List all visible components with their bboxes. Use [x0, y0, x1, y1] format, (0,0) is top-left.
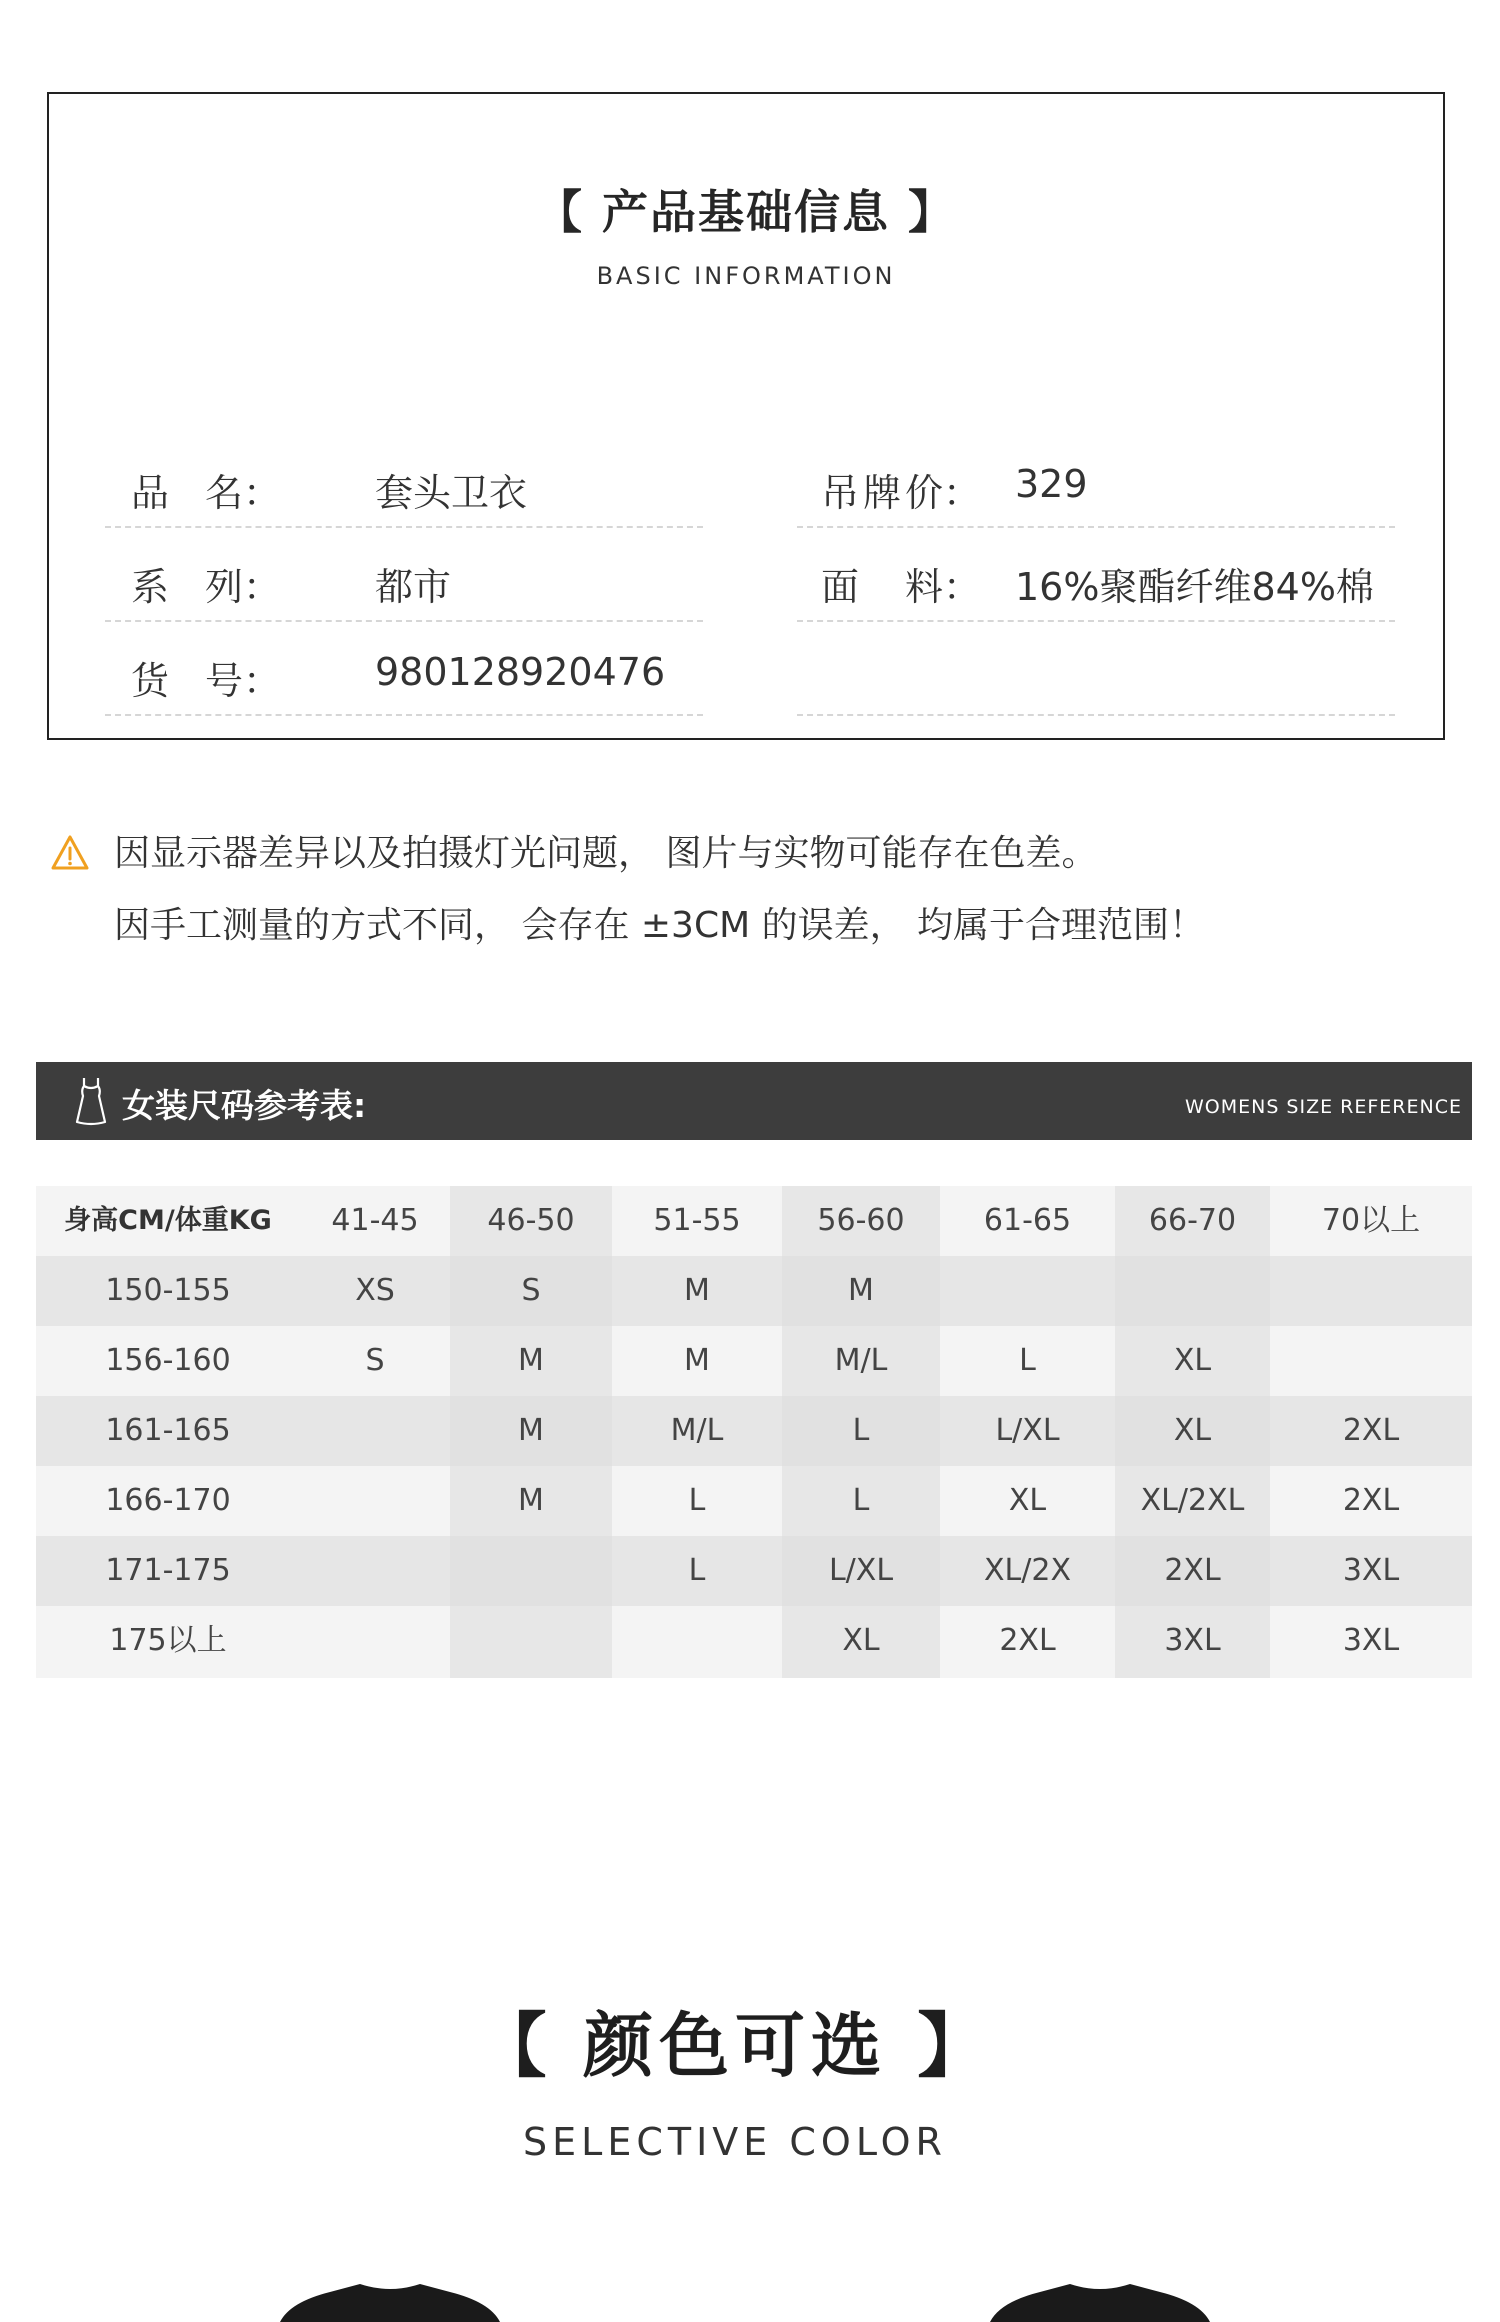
basic-info-subtitle: BASIC INFORMATION	[596, 262, 896, 290]
table-cell: 161-165	[105, 1413, 231, 1448]
table-cell: 166-170	[105, 1483, 231, 1518]
field-item-number	[105, 624, 703, 716]
table-cell	[300, 1466, 450, 1536]
table-cell: XL	[1173, 1413, 1212, 1448]
table-cell: XL/2XL	[1140, 1483, 1245, 1518]
field-empty	[797, 624, 1395, 716]
table-cell: 150-155	[105, 1273, 231, 1308]
field-product-name	[105, 436, 703, 528]
table-cell	[612, 1606, 782, 1676]
table-cell: 2XL	[1342, 1413, 1400, 1448]
table-cell	[1115, 1256, 1270, 1326]
table-cell: L	[688, 1483, 706, 1518]
table-cell: M	[518, 1413, 544, 1448]
table-cell: S	[521, 1273, 541, 1308]
table-cell: M	[848, 1273, 874, 1308]
field-value: 980128920476	[375, 650, 666, 694]
field-value: 套头卫衣	[375, 471, 528, 515]
table-cell	[1270, 1256, 1472, 1326]
basic-info-title: 【 产品基础信息 】	[535, 185, 957, 239]
dress-icon	[74, 1076, 108, 1126]
table-cell: M	[518, 1483, 544, 1518]
notice-line: 因手工测量的方式不同， 会存在 ±3CM 的误差， 均属于合理范围！	[114, 905, 1206, 946]
notice-line: 因显示器差异以及拍摄灯光问题， 图片与实物可能存在色差。	[114, 833, 1098, 874]
table-cell: 3XL	[1342, 1553, 1400, 1588]
field-value: 329	[1015, 462, 1088, 506]
table-header-cell: 41-45	[331, 1203, 419, 1238]
field-label: 货 号：	[131, 659, 281, 703]
table-header-cell: 56-60	[817, 1203, 905, 1238]
table-cell: XS	[355, 1273, 395, 1308]
table-cell: 2XL	[1342, 1483, 1400, 1518]
table-cell: XL	[1173, 1343, 1212, 1378]
table-cell: M	[518, 1343, 544, 1378]
table-cell: L	[688, 1553, 706, 1588]
table-cell: 2XL	[1164, 1553, 1221, 1588]
table-header-cell: 66-70	[1148, 1203, 1237, 1238]
table-header-cell: 61-65	[983, 1203, 1072, 1238]
table-cell: M/L	[670, 1413, 724, 1448]
table-cell: XL	[842, 1623, 880, 1658]
table-cell	[450, 1606, 612, 1676]
size-chart-subtitle: WOMENS SIZE REFERENCE	[1184, 1096, 1462, 1118]
field-label: 面 料：	[821, 565, 981, 609]
garment-preview-1[interactable]	[280, 2282, 500, 2322]
table-cell: L/XL	[828, 1553, 894, 1588]
table-cell	[1270, 1326, 1472, 1396]
size-chart-header	[36, 1062, 1472, 1140]
field-tag-price	[797, 436, 1395, 528]
field-value: 都市	[375, 565, 452, 609]
table-cell	[300, 1396, 450, 1466]
table-cell	[450, 1536, 612, 1606]
colors-title: 【 颜色可选 】	[476, 2005, 994, 2087]
table-cell: M	[684, 1273, 710, 1308]
table-cell	[940, 1256, 1115, 1326]
table-header-cell: 身高CM/体重KG	[64, 1205, 272, 1236]
size-chart-title: 女装尺码参考表:	[122, 1086, 367, 1125]
table-cell: 156-160	[105, 1343, 231, 1378]
table-cell: L	[852, 1483, 870, 1518]
colors-subtitle: SELECTIVE COLOR	[523, 2120, 947, 2164]
table-cell: M/L	[834, 1343, 888, 1378]
garment-preview-2[interactable]	[990, 2282, 1210, 2322]
table-cell: S	[365, 1343, 385, 1378]
field-fabric	[797, 530, 1395, 622]
field-label: 系 列：	[131, 565, 281, 609]
table-cell: L/XL	[995, 1413, 1060, 1448]
table-cell	[300, 1536, 450, 1606]
table-cell: XL	[1008, 1483, 1047, 1518]
field-value: 16%聚酯纤维84%棉	[1015, 565, 1374, 609]
table-header-cell: 70以上	[1321, 1203, 1421, 1238]
table-cell: M	[684, 1343, 710, 1378]
table-cell: XL/2X	[983, 1553, 1071, 1588]
table-cell: 3XL	[1164, 1623, 1221, 1658]
basic-info-panel	[47, 92, 1445, 740]
field-label: 吊 牌 价：	[821, 471, 981, 515]
size-table	[36, 1186, 1472, 1678]
table-cell: 175以上	[109, 1623, 227, 1658]
table-cell: L	[852, 1413, 870, 1448]
field-series	[105, 530, 703, 622]
table-header-cell: 51-55	[653, 1203, 741, 1238]
table-cell: 2XL	[999, 1623, 1056, 1658]
table-cell	[300, 1606, 450, 1676]
table-cell: 171-175	[105, 1553, 231, 1588]
table-cell: 3XL	[1342, 1623, 1400, 1658]
table-header-cell: 46-50	[487, 1203, 575, 1238]
table-cell: L	[1019, 1343, 1036, 1378]
field-label: 品 名：	[131, 471, 281, 515]
warning-triangle-icon	[50, 833, 90, 873]
